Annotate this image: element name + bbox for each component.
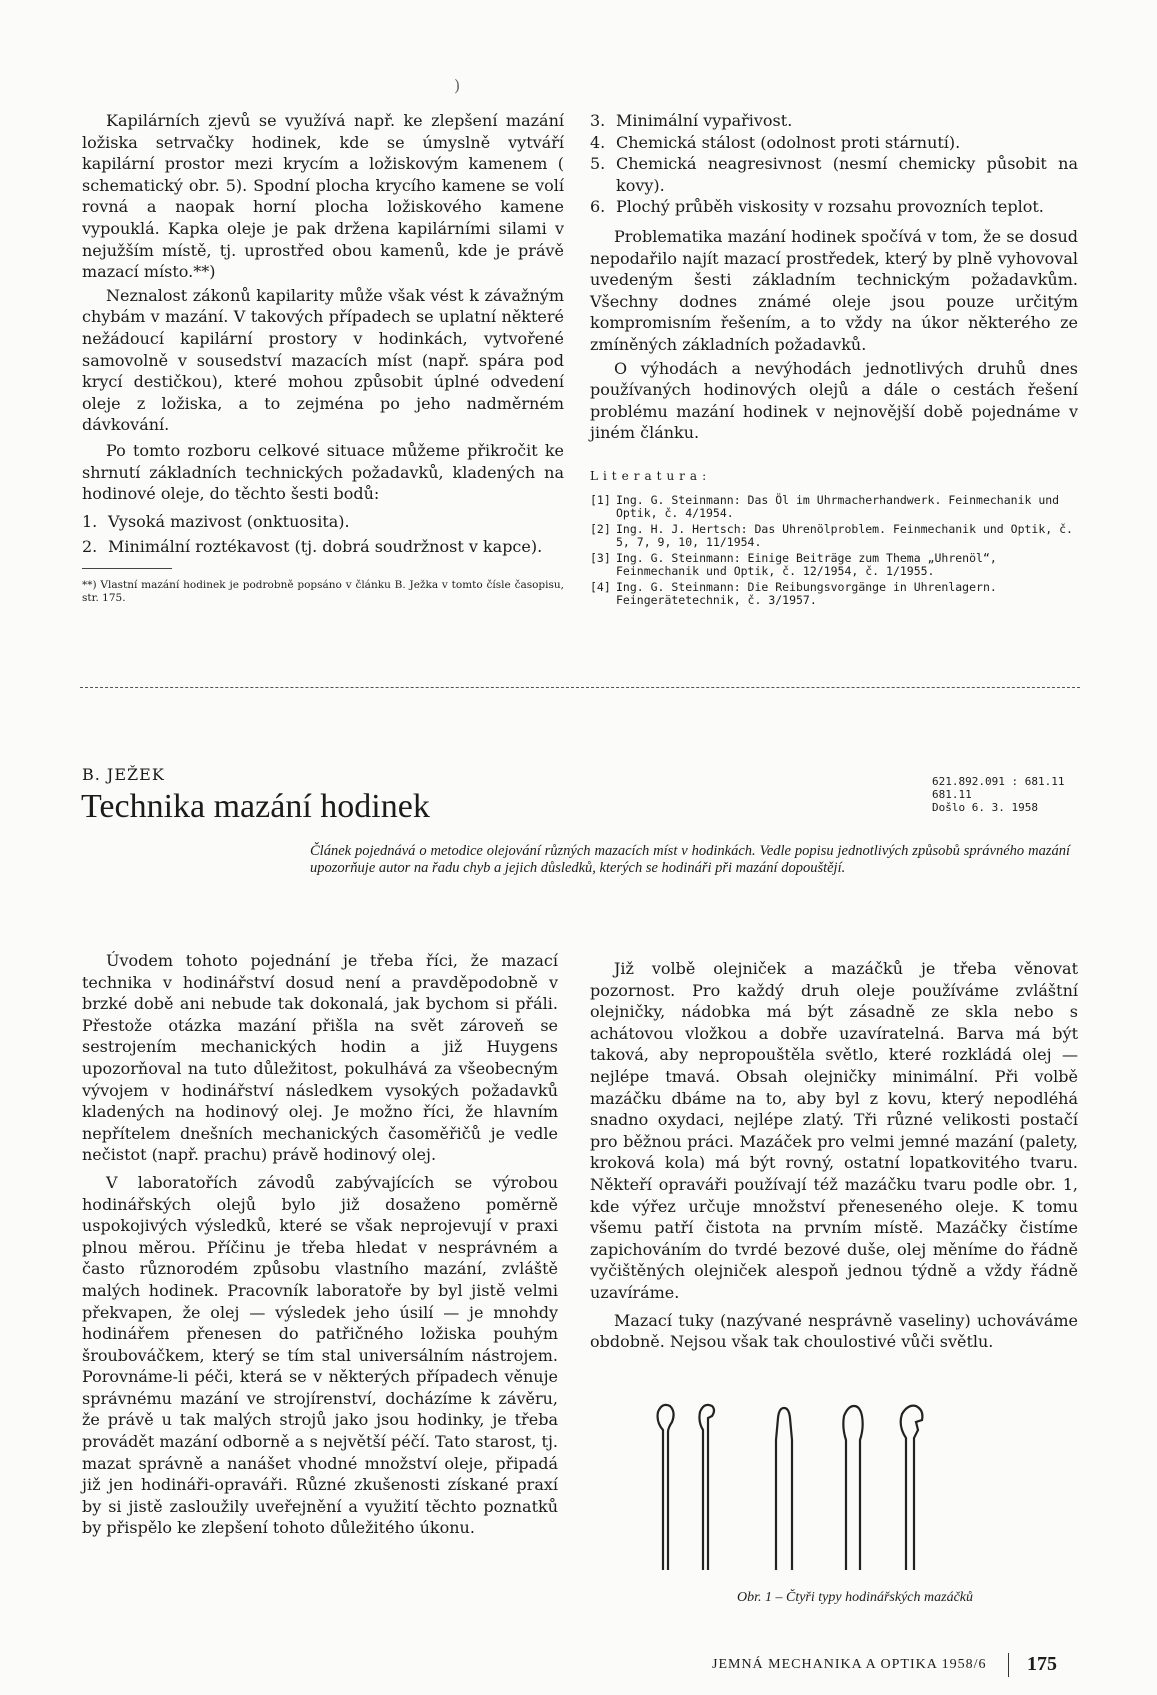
item-number: 4. <box>590 132 606 152</box>
top-left-column <box>82 110 564 605</box>
paragraph: O výhodách a nevýhodách jednotlivých druhů dnes používaných hodinových olejů a dále o cestách řešení problému mazání hodinek v nejnovější době pojednáme v jiném článku. <box>590 358 1078 443</box>
oiler-notched-tip <box>901 1406 923 1570</box>
reference-item <box>590 523 1078 549</box>
bottom-right-column <box>590 958 1078 1353</box>
oiler-hook-tip <box>658 1405 674 1570</box>
item-number: 6. <box>590 197 606 217</box>
oiler-figure <box>648 1400 1058 1575</box>
received-date: Došlo 6. 3. 1958 <box>932 801 1038 814</box>
item-text: Chemická stálost (odolnost proti stárnutí). <box>616 132 961 152</box>
requirement-item <box>590 196 1078 218</box>
item-number: 2. <box>82 537 98 557</box>
footnote: **) Vlastní mazání hodinek je podrobně popsáno v článku B. Ježka v tomto čísle časopisu, str. 175. <box>82 578 564 604</box>
reference-item <box>590 494 1078 520</box>
article-author: B. JEŽEK <box>82 765 165 784</box>
reference-item <box>590 552 1078 578</box>
item-text: Chemická neagresivnost (nesmí chemicky působit na kovy). <box>616 154 1078 195</box>
section-divider <box>80 687 1080 688</box>
reference-text: Ing. G. Steinmann: Einige Beiträge zum Thema „Uhrenöl“, Feinmechanik und Optik, č. 12/1954, č. 1/1955. <box>616 550 997 578</box>
oiler-hook-tip <box>699 1405 714 1570</box>
bottom-left-column <box>82 950 558 1539</box>
reference-number: [1] <box>590 492 611 507</box>
scan-mark: ) <box>454 76 461 95</box>
literature-heading: Literatura: <box>590 468 712 483</box>
reference-number: [3] <box>590 550 611 565</box>
item-number: 5. <box>590 154 606 174</box>
figure-caption: Obr. 1 – Čtyři typy hodinářských mazáčků <box>736 1590 974 1605</box>
requirement-item <box>590 110 1078 132</box>
item-number: 1. <box>82 511 98 531</box>
paragraph: Neznalost zákonů kapilarity může však vést k závažným chybám v mazání. V takových případech se uplatní některé nežádoucí kapilární prostory v hodinkách, vytvořené samovolně v sousedství mazacích míst (např. spára pod krycí destičkou), které mohou způsobit úplné odvedení oleje z ložiska, a to zejména po jeho nadměrném dávkování. <box>82 285 564 435</box>
item-text: Plochý průběh viskosity v rozsahu provozních teplot. <box>616 197 1044 217</box>
requirement-item <box>590 132 1078 154</box>
oiler-spatula-tip <box>776 1408 792 1570</box>
footnote-rule <box>82 568 172 569</box>
page-number: 175 <box>1027 1653 1057 1675</box>
requirement-item <box>590 153 1078 196</box>
oiler-spatula-tip <box>843 1406 862 1570</box>
article-meta <box>932 775 1064 814</box>
requirement-item <box>82 511 564 533</box>
reference-item <box>590 581 1078 607</box>
top-right-column <box>590 110 1078 610</box>
item-text: Vysoká mazivost (onktuosita). <box>108 511 350 531</box>
reference-text: Ing. G. Steinmann: Die Reibungsvorgänge in Uhrenlagern. Feingerätetechnik, č. 3/1957. <box>616 579 997 607</box>
paragraph: Kapilárních zjevů se využívá např. ke zlepšení mazání ložiska setrvačky hodinek, kde se úmyslně vytváří kapilární prostor mezi krycím a ložiskovým kamenem ( schematický obr. 5). Spodní plocha krycího kamene se volí rovná a naopak horní plocha ložiskového kamene vypouklá. Kapka oleje je pak držena kapilárními silami v nejužším místě, tj. uprostřed obou kamenů, kde je právě mazací místo.**) <box>82 111 564 282</box>
paragraph: Mazací tuky (nazývané nesprávně vaseliny) uchováváme obdobně. Nejsou však tak choulostivé vůči světlu. <box>590 1310 1078 1352</box>
paragraph: Úvodem tohoto pojednání je třeba říci, že mazací technika v hodinářství dosud není a pravděpodobně v brzké době ani nebude tak dokonalá, jak bychom si přáli. Přestože otázka mazání přišla na svět zároveň se sestrojením mechanických hodin a již Huygens upozorňoval na tuto důležitost, pokulhává za všeobecným vývojem v hodinářství následkem vysokých požadavků kladených na hodinový olej. Je možno říci, že hlavním nepřítelem dnešních mechanických časoměřičů je vedle nečistot (např. prachu) právě hodinový olej. <box>82 951 558 1165</box>
footer-separator <box>1008 1653 1009 1677</box>
reference-text: Ing. H. J. Hertsch: Das Uhrenölproblem. Feinmechanik und Optik, č. 5, 7, 9, 10, 11/1954. <box>616 521 1073 549</box>
paragraph: V laboratořích závodů zabývajících se výrobou hodinářských olejů bylo již dosaženo poměrně uspokojivých výsledků, které se však neprojevují v praxi plnou měrou. Příčinu je třeba hledat v nesprávném a často různorodém způsobu vlastního mazání, zvláště malých hodinek. Pracovník laboratoře by byl jistě velmi překvapen, že olej — výsledek jeho úsilí — je mnohdy hodinářem přenesen do patřičného ložiska pouhým šroubováčkem, který se tím stal universálním nástrojem. Porovnáme-li péči, která se v některých případech věnuje správnému mazání ve strojírenství, docházíme k závěru, že právě u tak malých strojů jako jsou hodinky, je třeba provádět mazání odborně a s největší péčí. Tato starost, tj. mazat správně a nanášet vhodné množství oleje, připadá již jen hodináři-opraváři. Různé zkušenosti získané praxí by si jistě zasloužily uveřejnění a využití těchto poznatků by přispělo ke zlepšení tohoto důležitého úkonu. <box>82 1172 558 1538</box>
reference-text: Ing. G. Steinmann: Das Öl im Uhrmacherhandwerk. Feinmechanik und Optik, č. 4/1954. <box>616 492 1060 520</box>
reference-number: [4] <box>590 579 611 594</box>
requirement-item <box>82 536 564 558</box>
classification-code: 621.892.091 : 681.11 <box>932 775 1065 788</box>
article-title: Technika mazání hodinek <box>81 788 430 825</box>
article-abstract: Článek pojednává o metodice olejování různých mazacích míst v hodinkách. Vedle popisu jednotlivých způsobů správného mazání upozorňuje autor na řadu chyb a jejich důsledků, kterých se hodináři při mazání dopouštějí. <box>310 843 1070 876</box>
item-number: 3. <box>590 111 606 130</box>
paragraph: Již volbě olejniček a mazáčků je třeba věnovat pozornost. Pro každý druh oleje používáme zvláštní olejničky, nádobka má být zásadně ze skla nebo s achátovou vložkou a dobře uzavíratelná. Barva má být taková, aby nepropouštěla světlo, které rozkládá olej — nejlépe tmavá. Obsah olejničky minimální. Při volbě mazáčku dbáme na to, aby byl z kovu, který nepodléhá snadno oxydaci, nejlépe zlatý. Tři různé velikosti postačí pro běžnou práci. Mazáček pro velmi jemné mazání (palety, kroková kola) má být rovný, ostatní lopatkovitého tvaru. Někteří opraváři používají též mazáčku tvaru podle obr. 1, kde výřez určuje množství přeneseného oleje. K tomu všemu patří čistota na prvním místě. Mazáčky čistíme zapichováním do tvrdé bezové duše, olej měníme do řádně vyčištěných olejniček alespoň jednou týdně a vždy řádně uzavíráme. <box>590 959 1078 1302</box>
journal-footer: JEMNÁ MECHANIKA A OPTIKA 1958/6 <box>712 1657 987 1672</box>
reference-number: [2] <box>590 521 611 536</box>
item-text: Minimální vypařivost. <box>616 111 793 130</box>
classification-code: 681.11 <box>932 788 972 801</box>
paragraph: Problematika mazání hodinek spočívá v tom, že se dosud nepodařilo najít mazací prostředek, který by plně vyhovoval uvedeným šesti základním technickým požadavkům. Všechny dodnes známé oleje jsou pouze určitým kompromisním řešením, a to vždy na úkor některého ze zmíněných základních požadavků. <box>590 226 1078 354</box>
paragraph: Po tomto rozboru celkové situace můžeme přikročit ke shrnutí základních technických požadavků, kladených na hodinové oleje, do těchto šesti bodů: <box>82 440 564 504</box>
item-text: Minimální roztékavost (tj. dobrá soudržnost v kapce). <box>108 537 543 557</box>
